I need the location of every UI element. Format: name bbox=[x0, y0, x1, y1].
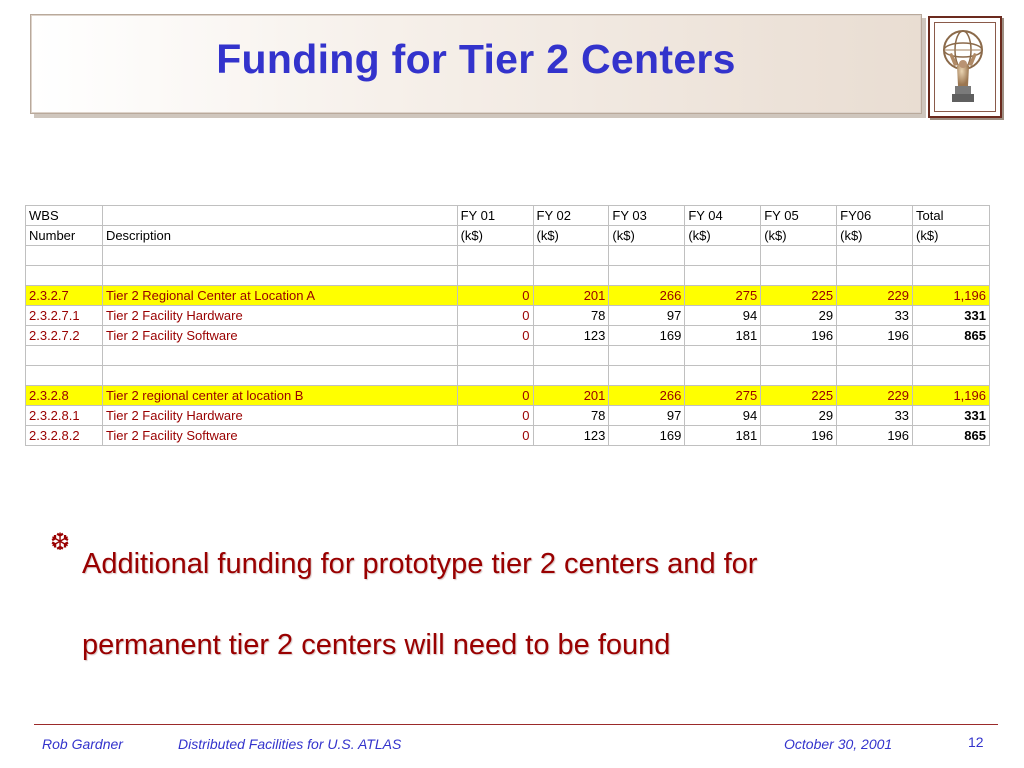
header-cell: FY 04 bbox=[685, 206, 761, 226]
description-cell: Tier 2 Regional Center at Location A bbox=[102, 286, 457, 306]
snowflake-bullet-icon: ❆ bbox=[50, 529, 71, 556]
empty-cell bbox=[26, 266, 103, 286]
empty-cell bbox=[837, 266, 913, 286]
header-cell bbox=[102, 206, 457, 226]
header-cell: Description bbox=[102, 226, 457, 246]
header-cell: FY 02 bbox=[533, 206, 609, 226]
value-cell: 201 bbox=[533, 386, 609, 406]
value-cell: 865 bbox=[913, 326, 990, 346]
value-cell: 0 bbox=[457, 286, 533, 306]
header-cell: Total bbox=[913, 206, 990, 226]
description-cell: Tier 2 regional center at location B bbox=[102, 386, 457, 406]
header-cell: (k$) bbox=[761, 226, 837, 246]
value-cell: 33 bbox=[837, 406, 913, 426]
table-row bbox=[26, 286, 990, 306]
funding-table bbox=[25, 205, 990, 446]
empty-cell bbox=[533, 266, 609, 286]
empty-cell bbox=[533, 366, 609, 386]
empty-cell bbox=[102, 366, 457, 386]
table-row bbox=[26, 426, 990, 446]
empty-cell bbox=[837, 246, 913, 266]
wbs-cell: 2.3.2.7.1 bbox=[26, 306, 103, 326]
empty-cell bbox=[609, 246, 685, 266]
empty-cell bbox=[26, 366, 103, 386]
atlas-logo bbox=[928, 16, 1002, 118]
empty-cell bbox=[913, 246, 990, 266]
empty-row bbox=[26, 246, 990, 266]
value-cell: 29 bbox=[761, 306, 837, 326]
header-cell: Number bbox=[26, 226, 103, 246]
value-cell: 196 bbox=[837, 326, 913, 346]
value-cell: 0 bbox=[457, 406, 533, 426]
value-cell: 123 bbox=[533, 326, 609, 346]
footer-author: Rob Gardner bbox=[42, 736, 123, 752]
value-cell: 0 bbox=[457, 326, 533, 346]
value-cell: 78 bbox=[533, 406, 609, 426]
bullet-text bbox=[82, 524, 942, 686]
page-number: 12 bbox=[968, 734, 984, 750]
empty-cell bbox=[685, 246, 761, 266]
empty-cell bbox=[685, 366, 761, 386]
table-row bbox=[26, 406, 990, 426]
header-cell: (k$) bbox=[533, 226, 609, 246]
empty-cell bbox=[685, 266, 761, 286]
empty-cell bbox=[685, 346, 761, 366]
value-cell: 0 bbox=[457, 386, 533, 406]
footer-date: October 30, 2001 bbox=[784, 736, 893, 752]
value-cell: 78 bbox=[533, 306, 609, 326]
value-cell: 94 bbox=[685, 306, 761, 326]
empty-row bbox=[26, 366, 990, 386]
empty-cell bbox=[533, 246, 609, 266]
wbs-cell: 2.3.2.8.2 bbox=[26, 426, 103, 446]
header-cell: FY06 bbox=[837, 206, 913, 226]
value-cell: 266 bbox=[609, 286, 685, 306]
empty-cell bbox=[26, 246, 103, 266]
empty-cell bbox=[26, 346, 103, 366]
empty-cell bbox=[457, 246, 533, 266]
value-cell: 275 bbox=[685, 386, 761, 406]
value-cell: 229 bbox=[837, 286, 913, 306]
empty-cell bbox=[761, 266, 837, 286]
bullet-line-2: permanent tier 2 centers will need to be found bbox=[82, 629, 671, 661]
empty-cell bbox=[457, 366, 533, 386]
value-cell: 169 bbox=[609, 426, 685, 446]
empty-cell bbox=[761, 366, 837, 386]
bullet-line-1: Additional funding for prototype tier 2 centers and for bbox=[82, 548, 758, 580]
header-cell: (k$) bbox=[913, 226, 990, 246]
empty-cell bbox=[102, 346, 457, 366]
value-cell: 169 bbox=[609, 326, 685, 346]
value-cell: 865 bbox=[913, 426, 990, 446]
empty-row bbox=[26, 346, 990, 366]
value-cell: 33 bbox=[837, 306, 913, 326]
header-cell: WBS bbox=[26, 206, 103, 226]
value-cell: 275 bbox=[685, 286, 761, 306]
description-cell: Tier 2 Facility Software bbox=[102, 326, 457, 346]
value-cell: 196 bbox=[837, 426, 913, 446]
header-cell: FY 01 bbox=[457, 206, 533, 226]
table-row bbox=[26, 386, 990, 406]
value-cell: 1,196 bbox=[913, 286, 990, 306]
value-cell: 225 bbox=[761, 286, 837, 306]
wbs-cell: 2.3.2.7.2 bbox=[26, 326, 103, 346]
empty-cell bbox=[102, 266, 457, 286]
description-cell: Tier 2 Facility Software bbox=[102, 426, 457, 446]
value-cell: 201 bbox=[533, 286, 609, 306]
footer-divider bbox=[34, 724, 998, 725]
wbs-cell: 2.3.2.8.1 bbox=[26, 406, 103, 426]
empty-cell bbox=[761, 246, 837, 266]
value-cell: 229 bbox=[837, 386, 913, 406]
value-cell: 97 bbox=[609, 306, 685, 326]
value-cell: 225 bbox=[761, 386, 837, 406]
empty-cell bbox=[913, 346, 990, 366]
wbs-cell: 2.3.2.8 bbox=[26, 386, 103, 406]
header-cell: (k$) bbox=[457, 226, 533, 246]
slide-title: Funding for Tier 2 Centers bbox=[216, 36, 736, 82]
value-cell: 0 bbox=[457, 306, 533, 326]
header-cell: FY 03 bbox=[609, 206, 685, 226]
empty-cell bbox=[457, 266, 533, 286]
header-row-1 bbox=[26, 206, 990, 226]
empty-cell bbox=[837, 346, 913, 366]
table-row bbox=[26, 326, 990, 346]
empty-cell bbox=[837, 366, 913, 386]
value-cell: 1,196 bbox=[913, 386, 990, 406]
title-banner bbox=[30, 14, 922, 114]
header-cell: (k$) bbox=[837, 226, 913, 246]
header-cell: (k$) bbox=[685, 226, 761, 246]
empty-cell bbox=[913, 266, 990, 286]
value-cell: 331 bbox=[913, 406, 990, 426]
footer-subject: Distributed Facilities for U.S. ATLAS bbox=[178, 736, 402, 752]
value-cell: 196 bbox=[761, 326, 837, 346]
value-cell: 97 bbox=[609, 406, 685, 426]
value-cell: 29 bbox=[761, 406, 837, 426]
empty-cell bbox=[533, 346, 609, 366]
empty-cell bbox=[609, 366, 685, 386]
value-cell: 181 bbox=[685, 326, 761, 346]
empty-cell bbox=[609, 346, 685, 366]
header-cell: (k$) bbox=[609, 226, 685, 246]
value-cell: 123 bbox=[533, 426, 609, 446]
description-cell: Tier 2 Facility Hardware bbox=[102, 306, 457, 326]
value-cell: 0 bbox=[457, 426, 533, 446]
empty-cell bbox=[761, 346, 837, 366]
atlas-statue-icon bbox=[935, 24, 991, 108]
header-cell: FY 05 bbox=[761, 206, 837, 226]
value-cell: 331 bbox=[913, 306, 990, 326]
value-cell: 94 bbox=[685, 406, 761, 426]
empty-cell bbox=[457, 346, 533, 366]
table-row bbox=[26, 306, 990, 326]
empty-cell bbox=[102, 246, 457, 266]
header-row-2 bbox=[26, 226, 990, 246]
value-cell: 266 bbox=[609, 386, 685, 406]
value-cell: 196 bbox=[761, 426, 837, 446]
empty-cell bbox=[609, 266, 685, 286]
wbs-cell: 2.3.2.7 bbox=[26, 286, 103, 306]
empty-cell bbox=[913, 366, 990, 386]
value-cell: 181 bbox=[685, 426, 761, 446]
description-cell: Tier 2 Facility Hardware bbox=[102, 406, 457, 426]
empty-row bbox=[26, 266, 990, 286]
